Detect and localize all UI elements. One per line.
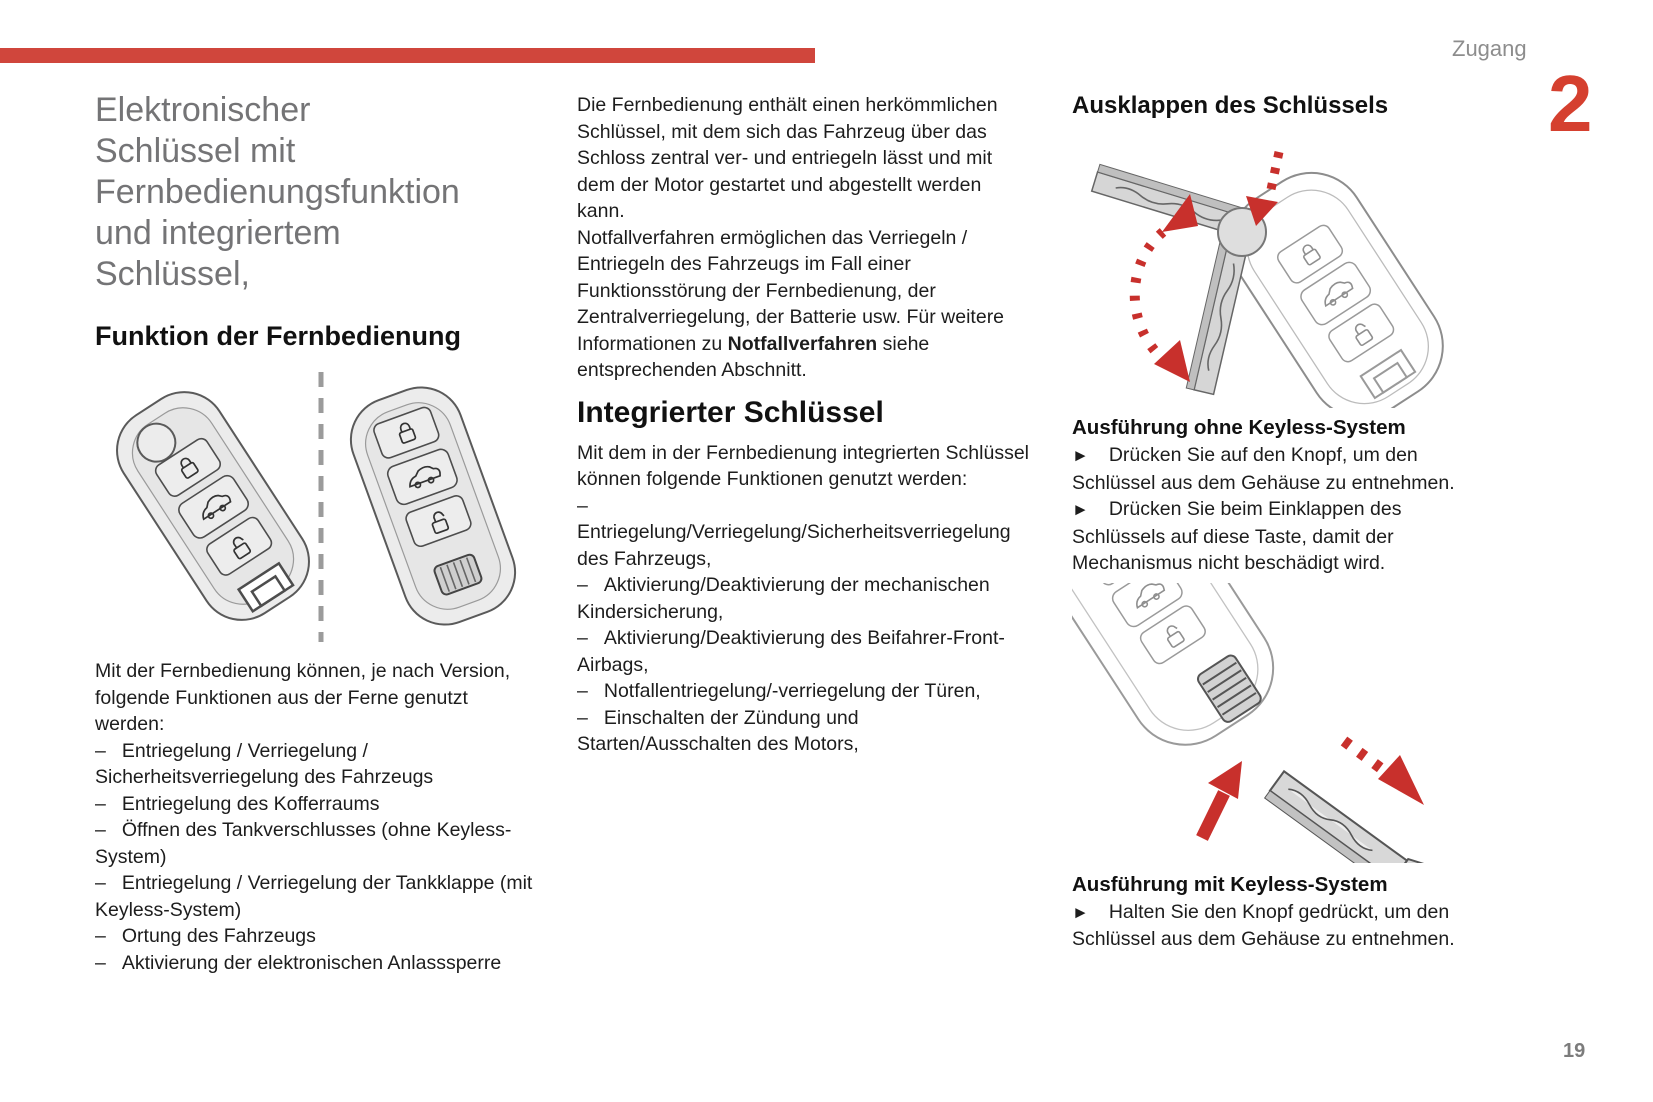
instruction-step <box>1072 496 1470 577</box>
list-item <box>577 625 1029 678</box>
list-item <box>95 791 542 818</box>
dash-marker: – <box>577 627 588 649</box>
remote-key-keyless <box>339 376 527 637</box>
section-label: Zugang <box>1452 36 1527 61</box>
subheading-without-keyless: Ausführung ohne Keyless-System <box>1072 416 1406 439</box>
instruction-step <box>1072 442 1470 496</box>
paragraph: Notfallverfahren ermöglichen das Verriegeln / Entriegeln des Fahrzeugs im Fall einer Funktionsstörung der Fernbedienung, der Zentralverriegelung, der Batterie usw. Für weitere Informationen zu Notfallverfahren siehe entsprechenden Abschnitt. <box>577 226 1005 381</box>
list-item <box>95 870 542 923</box>
list-item <box>95 923 542 950</box>
dash-marker: – <box>95 739 106 762</box>
list-item-text: Aktivierung/Deaktivierung der mechanischen Kindersicherung, <box>577 574 990 623</box>
page-title-line: Elektronischer <box>95 91 311 129</box>
subheading-with-keyless: Ausführung mit Keyless-System <box>1072 872 1388 896</box>
list-item-text: Entriegelung/Verriegelung/Sicherheitsverriegelung des Fahrzeugs, <box>577 521 1011 570</box>
page-title-line: Schlüssel, <box>95 255 250 293</box>
list-item <box>95 738 542 791</box>
list-item <box>95 817 542 870</box>
section-heading-unfold-key: Ausklappen des Schlüssels <box>1072 92 1389 119</box>
list-item <box>577 678 1029 705</box>
list-item-text: Ortung des Fahrzeugs <box>121 925 316 947</box>
page-title-line: Fernbedienungsfunktion <box>95 173 460 211</box>
middle-column <box>577 92 1029 758</box>
dash-marker: – <box>95 925 106 947</box>
chapter-number: 2 <box>1548 59 1593 148</box>
paragraph: Die Fernbedienung enthält einen herkömmlichen Schlüssel, mit dem sich das Fahrzeug über das Schloss zentral ver- und entriegeln lässt und mit dem der Motor gestartet und abgestellt werden kann. <box>577 94 998 222</box>
page-number: 19 <box>1563 1040 1586 1062</box>
list-item-text: Entriegelung des Kofferraums <box>121 792 380 815</box>
list-item-text: Aktivierung der elektronischen Anlasssperre <box>121 951 502 974</box>
rotation-arrow <box>1135 194 1198 382</box>
dash-marker: – <box>577 574 588 596</box>
key-removal-keyless-illustration <box>1072 583 1464 863</box>
key-fob-body <box>1210 152 1464 408</box>
right-column <box>1072 92 1470 953</box>
paragraph: Mit dem in der Fernbedienung integrierten Schlüssel können folgende Funktionen genutzt werden: <box>577 441 1029 490</box>
list-item <box>577 572 1029 625</box>
key-fob-body <box>1072 583 1295 766</box>
list-item <box>577 493 1029 573</box>
list-item-text: Entriegelung / Verriegelung der Tankklappe (mit Keyless-System) <box>95 872 533 921</box>
dash-marker: – <box>95 951 106 974</box>
paragraph: Mit der Fernbedienung können, je nach Version, folgende Funktionen aus der Ferne genutzt werden: <box>95 660 511 735</box>
list-item <box>577 705 1029 758</box>
instruction-step <box>1072 899 1470 953</box>
step-arrow-marker: ► <box>1072 902 1089 922</box>
left-column <box>95 90 542 976</box>
page-title <box>95 90 542 295</box>
page-title-line: Schlüssel mit <box>95 132 296 170</box>
dash-marker: – <box>95 819 106 841</box>
list-item-text: Öffnen des Tankverschlusses (ohne Keyless-System) <box>95 819 512 868</box>
key-blade-down <box>1186 240 1247 394</box>
bold-term: Notfallverfahren <box>727 332 878 355</box>
dash-marker: – <box>577 706 588 729</box>
push-arrow <box>1202 761 1242 838</box>
step-arrow-marker: ► <box>1072 446 1089 465</box>
section-heading-remote-function: Funktion der Fernbedienung <box>95 321 461 351</box>
pull-arrow <box>1344 741 1424 805</box>
detached-key-blade <box>1261 761 1460 862</box>
key-unfolding-illustration <box>1072 136 1464 408</box>
dash-marker: – <box>577 680 588 702</box>
dash-marker: – <box>95 872 106 894</box>
two-remote-keys-illustration <box>95 366 542 648</box>
dash-marker: – <box>95 792 106 815</box>
section-heading-integrated-key: Integrierter Schlüssel <box>577 395 884 429</box>
remote-key-with-ring <box>101 376 325 636</box>
header-rule <box>0 48 815 63</box>
page-title-line: und integriertem <box>95 214 341 252</box>
list-item-text: Aktivierung/Deaktivierung des Beifahrer-Front-Airbags, <box>577 627 1005 676</box>
step-text: Halten Sie den Knopf gedrückt, um den Schlüssel aus dem Gehäuse zu entnehmen. <box>1072 900 1455 950</box>
step-arrow-marker: ► <box>1072 500 1089 519</box>
step-text: Drücken Sie beim Einklappen des Schlüssels auf diese Taste, damit der Mechanismus nicht beschädigt wird. <box>1072 498 1402 574</box>
list-item-text: Einschalten der Zündung und Starten/Ausschalten des Motors, <box>577 706 859 755</box>
list-item-text: Notfallentriegelung/-verriegelung der Türen, <box>603 680 981 702</box>
list-item <box>95 950 542 977</box>
list-item-text: Entriegelung / Verriegelung / Sicherheitsverriegelung des Fahrzeugs <box>95 739 434 788</box>
dash-marker: – <box>577 494 588 517</box>
step-text: Drücken Sie auf den Knopf, um den Schlüssel aus dem Gehäuse zu entnehmen. <box>1072 444 1455 494</box>
